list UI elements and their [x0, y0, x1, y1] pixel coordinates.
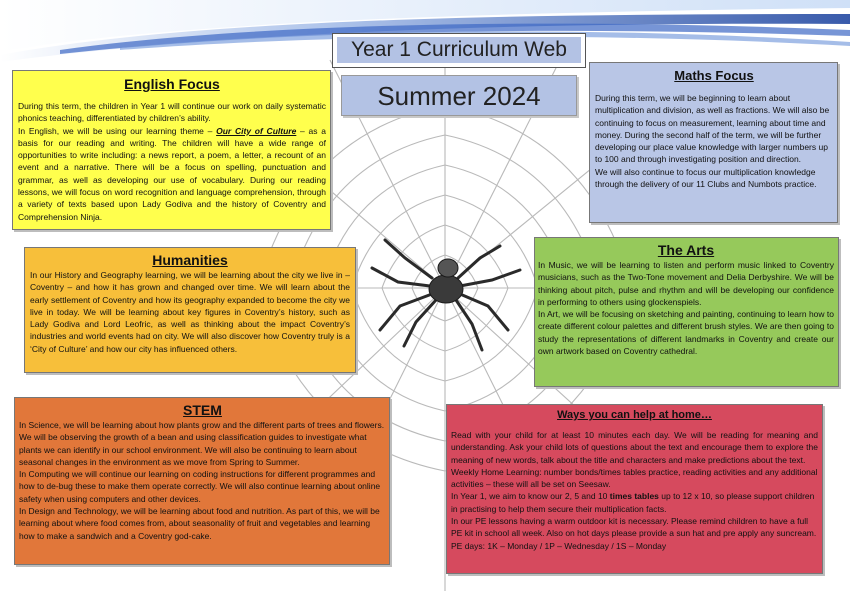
help-text-3b: up to 12 x 10, so please support children in practising to help them secure their multiplication facts. [451, 491, 815, 514]
arts-text-2: In Art, we will be focusing on sketching and painting, continuing to learn how to create different colour palettes and different brush styles. We are then going to study the representations of different landmarks in Coventry and create our own artwork based on Coventry cathedral. [538, 309, 834, 357]
spider-illustration [372, 240, 520, 350]
humanities-text: In our History and Geography learning, we will be learning about the city we live in – Coventry – and how it has grown and changed over time. We will learn about the early settlement of Coventry and how its geography expanded to become the city we live in today. We will be learning about key figures in Coventry’s history, such as Lady Godiva and Lord Leofric, as well as thinking about the impact Coventry’s industries and world events had on city. We will also discover how Coventry truly is a ‘City of Culture’ and how our city has influenced others. [30, 270, 350, 354]
stem-text-1: In Science, we will be learning about how plants grow and the different parts of trees and flowers. We will be observing the growth of a bean and using classification guides to investigate what plants we can identify in our school environment. We will also be continuing to learn about seasonal changes in the environment as we move from Spring to Summer. [19, 420, 385, 467]
help-text-1: Read with your child for at least 10 minutes each day. We will be reading for meaning and understanding. Ask your child lots of questions about the text and encourage them to explore the meaning of new words, talk about the title and characters and make predictions about the text. [451, 430, 818, 465]
humanities-panel [24, 247, 356, 373]
humanities-heading: Humanities [152, 252, 228, 268]
maths-focus-heading: Maths Focus [674, 68, 754, 83]
maths-focus-panel [589, 62, 838, 223]
stem-text-3: In Design and Technology, we will be learning about food and nutrition. As part of this, we will be learning about where food comes from, about seasonality of fruit and vegetables and learning how to make a sandwich and a Coventry god-cake. [19, 506, 380, 541]
english-focus-heading: English Focus [124, 76, 220, 92]
english-text-2a: In English, we will be using our learning theme – [18, 125, 217, 136]
help-text-3 [451, 490, 818, 515]
english-text-2b: – as a basis for our reading and writing. The children will have a wide range of opportunities to write including: a news report, a poem, a letter, a recount of an event and a narrative. There will be a focus on spelling, punctuation and grammar, as well as developing our use of vocabulary. During our reading lessons, we will focus on word recognition and language comprehension, through a variety of texts based upon Lady Godiva and the history of Coventry and Comprehension Ninja. [18, 125, 326, 222]
term-banner: Summer 2024 [341, 75, 577, 116]
stem-text-2: In Computing we will continue our learning on coding instructions for different programmes and how to de-bug these to make them operate correctly. We will also continue learning about online safety when using computers and other devices. [19, 469, 381, 504]
maths-focus-text-1: During this term, we will be beginning to learn about multiplication and division, as well as fractions. We will also be continuing to focus on measurement, learning about time and money. During the second half of the term, we will be further developing our place value knowledge with larger numbers up to 100 and through investigating position and direction. [595, 93, 830, 165]
page-title-inner: Year 1 Curriculum Web [337, 37, 581, 63]
maths-focus-text-2: We will also continue to focus our multiplication knowledge through the delivery of our 11 Clubs and Numbots practice. [595, 166, 817, 190]
help-text-3a: In Year 1, we aim to know our 2, 5 and 10 [451, 491, 610, 502]
english-focus-text-2 [18, 125, 326, 223]
stem-panel [14, 397, 390, 565]
arts-text-1: In Music, we will be learning to listen and perform music linked to Coventry musicians, such as the Two-Tone movement and Delia Derbyshire. We will be thinking about pitch, pulse and rhythm and will be developing our confidence in performing to others using glockenspiels. [538, 260, 834, 307]
page-title [332, 33, 586, 68]
stem-heading: STEM [183, 402, 222, 418]
help-at-home-heading: Ways you can help at home… [557, 409, 712, 421]
arts-panel [534, 237, 839, 387]
english-focus-panel [12, 70, 331, 230]
arts-heading: The Arts [657, 242, 715, 258]
english-focus-text-1: During this term, the children in Year 1 will continue our work on daily systematic phonics teaching, differentiated by children’s ability. [18, 101, 326, 124]
english-theme-emphasis: Our City of Culture [216, 125, 297, 136]
times-tables-emphasis: times tables [609, 491, 659, 502]
help-text-4: In our PE lessons having a warm outdoor kit is necessary. Please remind children to have a full PE kit in school all week. Also on hot days please provide a sun hat and pre apply any suncream. PE days: 1K – Monday / 1P – Wednesday / 1S – Monday [451, 516, 817, 551]
help-at-home-panel [446, 404, 823, 574]
help-text-2: Weekly Home Learning: number bonds/times tables practice, reading activities and any additional activities – these will all be set on Seesaw. [451, 466, 818, 490]
